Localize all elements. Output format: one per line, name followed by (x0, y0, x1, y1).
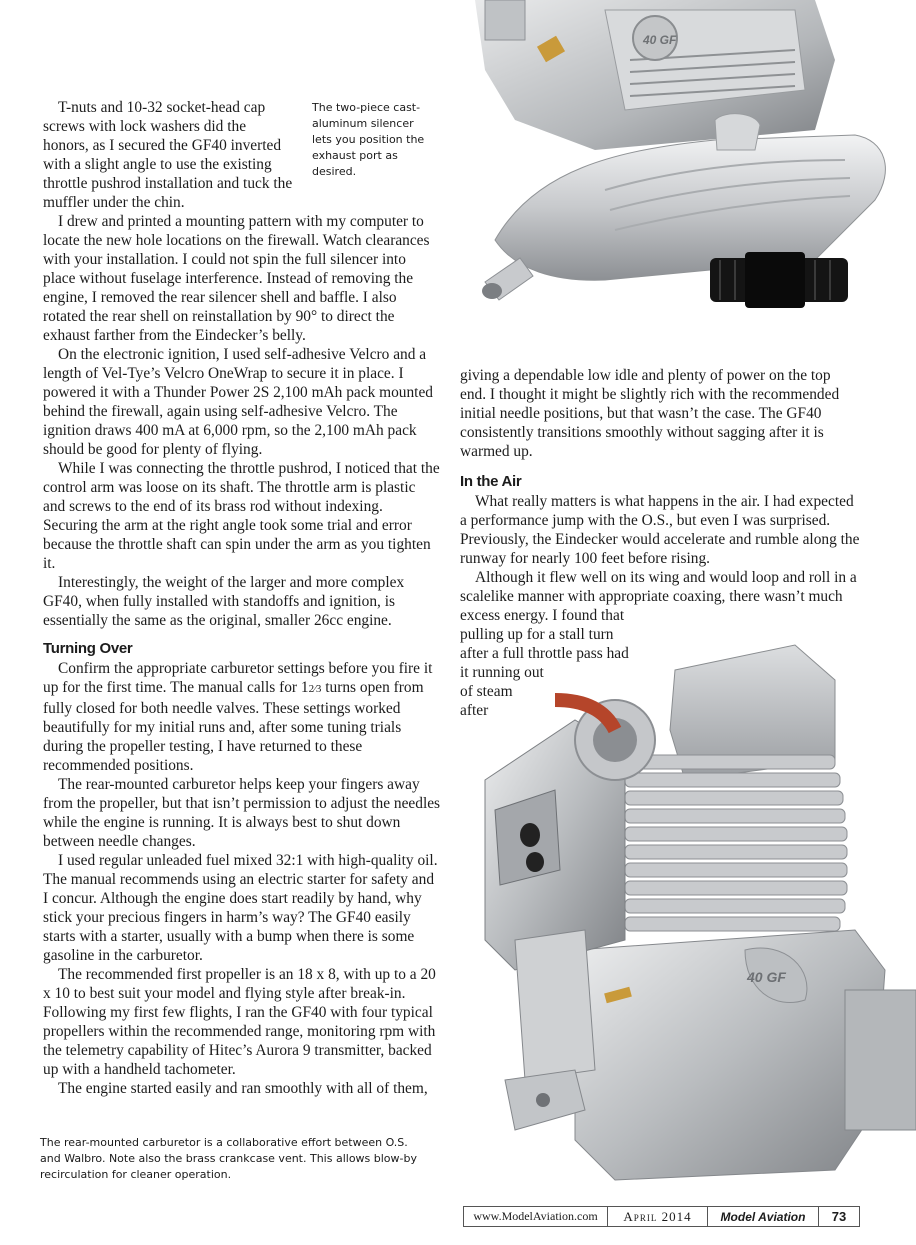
footer-magazine: Model Aviation (708, 1207, 819, 1226)
left-paragraph-6: Confirm the appropriate carburetor settings before you fire it up for the first time. The manual calls for 12⁄3 turns open from fully closed for both needle valves. These settings worked beautifully for my initial runs and, after some tuning trials during the propeller testing, I have returned to these recommended positions. (43, 660, 433, 774)
right-paragraph-3: Although it flew well on its wing and would loop and roll in a scalelike manner with appropriate coaxing, there wasn’t much excess energy. I found that (460, 569, 857, 624)
right-column (460, 366, 860, 720)
page-footer (463, 1206, 860, 1227)
left-paragraph-1: T-nuts and 10-32 socket-head cap screws with lock washers did the honors, as I secured the GF40 inverted with a slight angle to use the existing throttle pushrod installation and tuck the muffler under the chin. (43, 99, 293, 211)
right-paragraph-1: giving a dependable low idle and plenty of power on the top end. I thought it might be slightly rich with the recommended initial needle positions, but that wasn’t the case. The GF40 consistently transitions smoothly without sagging after it is warmed up. (460, 367, 840, 460)
wrap-line-4: of steam (460, 683, 513, 700)
footer-url[interactable]: www.ModelAviation.com (464, 1207, 608, 1226)
left-paragraph-8: I used regular unleaded fuel mixed 32:1 with high-quality oil. The manual recommends using an electric starter for safety and I concur. Although the engine does start readily by hand, why stick your precious fingers in harm’s way? The GF40 easily starts with a starter, usually with a bump when there is some gasoline in the carburetor. (43, 852, 438, 964)
right-paragraph-2: What really matters is what happens in the air. I had expected a performance jump with the O.S., but even I was surprised. Previously, the Eindecker would accelerate and rumble along the runway for nearly 100 feet before rising. (460, 493, 860, 567)
left-column (43, 98, 441, 1098)
engine-photo (455, 640, 916, 1200)
left-paragraph-9: The recommended first propeller is an 18 x 8, with up to a 20 x 10 to best suit your model and flying style after break-in. Following my first few flights, I ran the GF40 with four typical propellers within the recommended range, monitoring rpm with the telemetry capability of Hitec’s Aurora 9 transmitter, backed up with a handheld tachometer. (43, 966, 436, 1078)
wrap-line-3: it running out (460, 664, 544, 681)
wrap-line-2: after a full throttle pass had (460, 645, 629, 662)
footer-date: April 2014 (608, 1207, 708, 1226)
left-paragraph-3: On the electronic ignition, I used self-adhesive Velcro and a length of Vel-Tye’s Velcro OneWrap to secure it in place. I powered it with a Thunder Power 2S 2,100 mAh pack mounted behind the firewall, again using self-adhesive Velcro. The ignition draws 400 mA at 6,000 rpm, so the 2,100 mAh pack should be good for plenty of flying. (43, 346, 433, 458)
carburetor-caption: The rear-mounted carburetor is a collaborative effort between O.S. and Walbro. Note also the brass crankcase vent. This allows blow-by recirculation for cleaner operation. (40, 1136, 417, 1181)
left-paragraph-2: I drew and printed a mounting pattern with my computer to locate the new hole locations on the firewall. Watch clearances with your installation. I could not spin the full silencer into place without fuselage interference. Instead of removing the engine, I removed the rear silencer shell and baffle. I also rotated the rear shell on reinstallation by 90° to direct the exhaust farther from the Eindecker’s belly. (43, 213, 430, 344)
engine-badge-bottom: 40 GF (747, 969, 786, 985)
silencer-caption: The two-piece cast-aluminum silencer lets you position the exhaust port as desired. (312, 101, 425, 178)
silencer-photo (455, 0, 916, 360)
wrap-line-1: pulling up for a stall turn (460, 626, 614, 643)
left-paragraph-5: Interestingly, the weight of the larger and more complex GF40, when fully installed with standoffs and ignition, is essentially the same as the original, smaller 26cc engine. (43, 574, 405, 629)
wrap-line-5: after (460, 702, 489, 719)
fraction: 2⁄3 (308, 683, 322, 695)
section-heading-turning-over: Turning Over (43, 640, 133, 657)
section-heading-in-the-air: In the Air (460, 473, 522, 490)
left-paragraph-7: The rear-mounted carburetor helps keep your fingers away from the propeller, but that isn’t permission to adjust the needles while the engine is running. It is always best to shut down between needle changes. (43, 776, 441, 850)
left-paragraph-4: While I was connecting the throttle pushrod, I noticed that the control arm was loose on its shaft. The throttle arm is plastic and screws to the end of its brass rod without indexing. Securing the arm at the right angle took some trial and error because the throttle shaft can spin under the arm as you tighten it. (43, 460, 440, 572)
engine-badge-top: 40 GF (643, 33, 677, 47)
left-paragraph-10: The engine started easily and ran smoothly with all of them, (58, 1080, 428, 1097)
page-number: 73 (831, 1209, 847, 1224)
